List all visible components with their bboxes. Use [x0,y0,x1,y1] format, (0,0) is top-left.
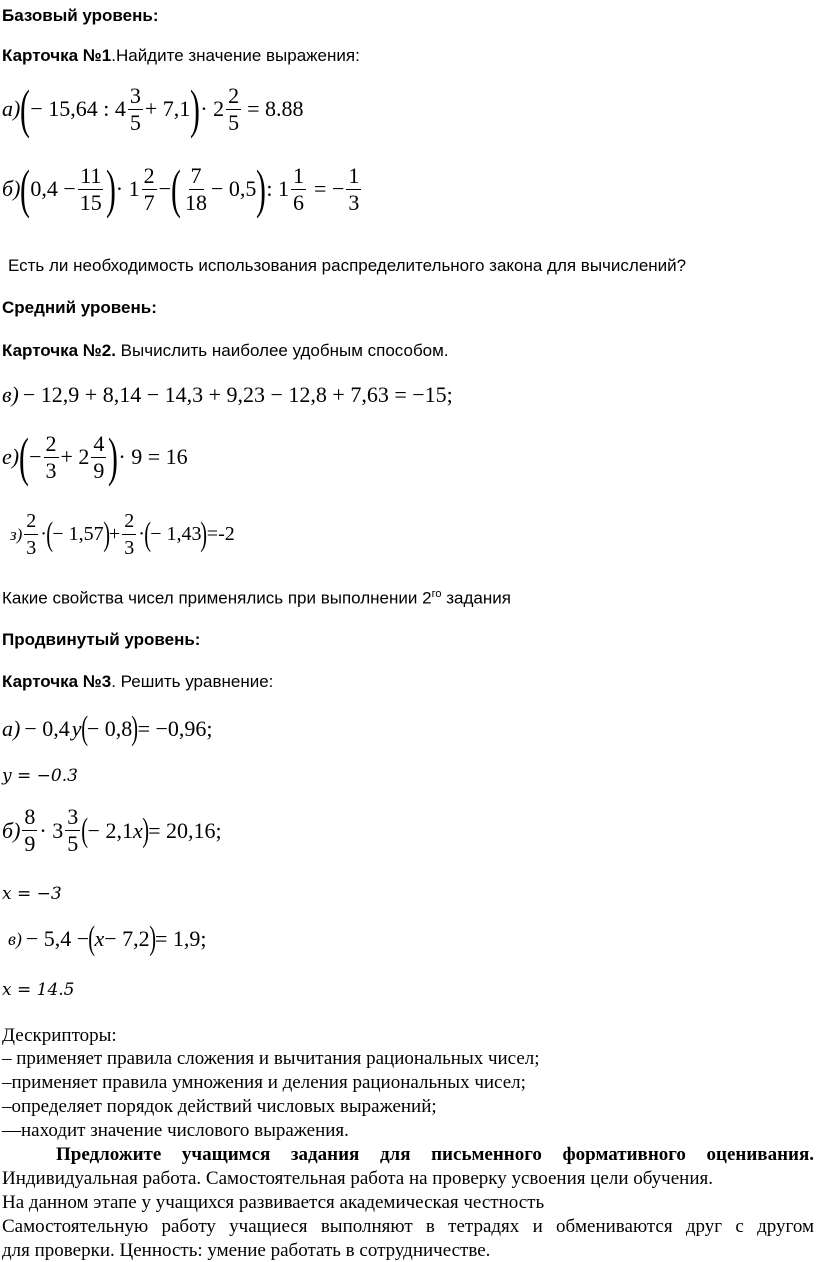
closing-line-4: для проверки. Ценность: умение работать в сотрудничестве. [2,1240,491,1261]
fraction: $\frac{2}{5}$ [228,82,240,135]
expr-label: е) [2,444,20,469]
card-2-title [2,341,449,361]
expr-label: а) [2,716,21,741]
advanced-level-heading: Продвинутый уровень: [2,630,201,649]
formative-assessment-heading: Предложите учащимся задания для письменного формативного оценивания. [56,1144,814,1165]
expr-label: а) [2,96,21,121]
fraction: $\frac{2}{3}$ [45,430,57,483]
expr-label: б) [2,817,21,843]
fraction: $\frac{3}{5}$ [129,82,141,135]
card-2-label: Карточка №2. [2,341,116,360]
card-1-label: Карточка №1 [2,46,112,65]
expr-label: б) [2,176,21,201]
expr-label: в) [8,928,22,949]
expression-1b: б) ( 0,4 − $\frac{11}{15}$ ) · 1 $\frac{2}{7}$ − ( $\frac{7}{18}$ − 0,5 ) : 1 $\frac{1}{6}$ = − $\frac{1}{3}$ [2,159,360,219]
expression-2z: з) $\frac{2}{3}$ · ( − 1,57 ) + $\frac{2}{3}$ · ( − 1,43 ) =-2 [10,510,235,559]
fraction: $\frac{8}{9}$ [24,804,36,856]
fraction: $\frac{2}{3}$ [26,510,37,559]
expression-2v: в) − 12,9 + 8,14 − 14,3 + 9,23 − 12,8 + 7,63 = −15; [2,382,453,407]
descriptor-item: —находит значение числового выражения. [2,1120,349,1141]
closing-line-2: На данном этапе у учащихся развивается академическая честность [2,1192,545,1213]
card-2-task: Вычислить наиболее удобным способом. [115,341,449,360]
closing-line-3: Самостоятельную работу учащиеся выполняют в тетрадях и обмениваются друг с другом [2,1216,814,1237]
fraction: $\frac{3}{5}$ [67,804,79,856]
fraction: $\frac{1}{3}$ [348,162,360,215]
equation-3v: в) − 5,4 − ( x − 7,2 ) = 1,9; [8,920,207,957]
closing-line-1: Индивидуальная работа. Самостоятельная работа на проверку усвоения цели обучения. [2,1168,713,1189]
equation-3b: б) $\frac{8}{9}$ · 3 $\frac{3}{5}$ ( − 2,1 x ) = 20,16; [2,804,222,856]
fraction: $\frac{7}{18}$ [185,162,208,215]
basic-question: Есть ли необходимость использования распределительного закона для вычислений? [8,256,687,275]
middle-level-heading: Средний уровень: [2,298,157,317]
fraction: $\frac{2}{3}$ [124,510,135,559]
card-1-title [2,46,360,66]
middle-question: Какие свойства чисел применялись при выполнении $2^{го}$ задания [2,588,511,608]
card-3-task: . Решить уравнение: [111,672,274,691]
basic-level-heading: Базовый уровень: [2,6,159,25]
card-1-task: .Найдите значение выражения: [111,46,360,65]
fraction: $\frac{4}{9}$ [93,430,105,483]
card-3-title [2,672,273,692]
fraction: $\frac{1}{6}$ [293,162,305,215]
expression-1a: а) ( − 15,64 : 4 $\frac{3}{5}$ + 7,1 ) · 2 $\frac{2}{5}$ = 8.88 [2,79,304,139]
answer-3a: y = −0.3 [2,766,78,786]
expr-label: з) [10,524,23,544]
fraction: $\frac{11}{15}$ [79,162,102,215]
expression-2e: е) ( − $\frac{2}{3}$ + 2 $\frac{4}{9}$ ) · 9 = 16 [2,427,188,487]
answer-3v: x = 14.5 [2,980,75,1000]
expr-label: в) [2,382,19,407]
equation-3a: а) − 0,4 y ( − 0,8 ) = −0,96; [2,710,213,747]
answer-3b: x = −3 [2,884,62,904]
descriptor-item: – применяет правила сложения и вычитания рациональных чисел; [2,1048,540,1069]
card-3-label: Карточка №3 [2,672,112,691]
descriptor-item: –применяет правила умножения и деления рациональных чисел; [2,1072,526,1093]
descriptor-item: –определяет порядок действий числовых выражений; [2,1096,437,1117]
fraction: $\frac{2}{7}$ [143,162,155,215]
answer: = 8.88 [247,96,304,121]
descriptors-title: Дескрипторы: [2,1025,117,1046]
